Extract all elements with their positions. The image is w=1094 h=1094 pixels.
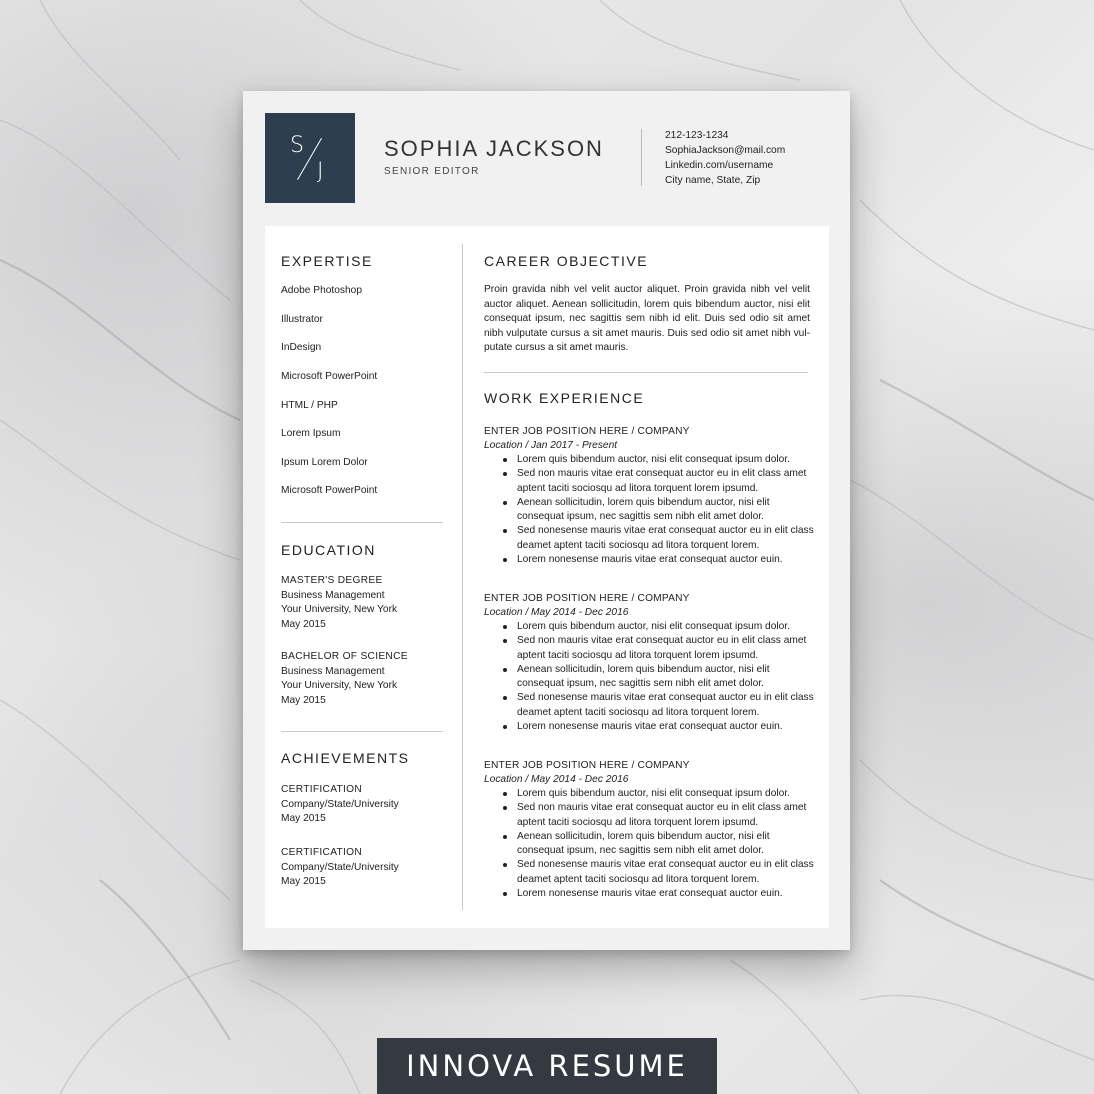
education-field: Business Management xyxy=(281,589,385,601)
objective-heading: CAREER OBJECTIVE xyxy=(484,253,649,269)
education-degree: MASTER'S DEGREE xyxy=(281,575,383,586)
job-bullets xyxy=(484,620,814,734)
expertise-item: InDesign xyxy=(281,342,322,353)
job-bullet: Lorem quis bibendum auctor, nisi elit consequat ipsum dolor. xyxy=(517,453,814,467)
job-bullet: Lorem nonesense mauris vitae erat consequat auctor euin. xyxy=(517,887,814,901)
job-bullet: Sed non mauris vitae erat consequat auctor eu in elit class amet aptent taciti sociosqu ad litora torquent lorem ipsumd. xyxy=(517,801,814,830)
column-divider xyxy=(462,244,463,910)
expertise-item: Microsoft PowerPoint xyxy=(281,371,378,382)
product-banner: INNOVA RESUME xyxy=(377,1038,717,1094)
expertise-item: Microsoft PowerPoint xyxy=(281,485,378,496)
job-bullet: Sed nonesense mauris vitae erat consequat auctor eu in elit class deamet aptent taciti sociosqu ad litora torquent lorem. xyxy=(517,858,814,887)
achievement-entry xyxy=(281,783,399,827)
education-field: Business Management xyxy=(281,665,385,677)
monogram-letter-first: S xyxy=(290,133,304,158)
job-bullet: Sed nonesense mauris vitae erat consequat auctor eu in elit class deamet aptent taciti sociosqu ad litora torquent lorem. xyxy=(517,691,814,720)
contact-linkedin: Linkedin.com/username xyxy=(665,160,774,171)
job-position: ENTER JOB POSITION HERE / COMPANY xyxy=(484,593,690,604)
section-divider xyxy=(281,522,443,523)
education-date: May 2015 xyxy=(281,694,326,706)
job-bullet: Lorem quis bibendum auctor, nisi elit consequat ipsum dolor. xyxy=(517,620,814,634)
achievement-date: May 2015 xyxy=(281,813,326,824)
education-entry xyxy=(281,650,408,708)
monogram-logo xyxy=(265,113,355,203)
objective-text: Proin gravida nibh vel velit auctor aliquet. Proin gravida nibh vel velit auctor aliquet. Aenean sollicitudin, lorem quis bibendum auctor, nisi elit consequat ipsum, nec sagittis sem nibh id elit. Duis sed odio sit amet nibh vulputate cursus a sit amet mauris. Duis sed odio sit amet nibh vul-putate cursus a sit amet mauris. xyxy=(484,284,810,353)
resume-body xyxy=(265,226,829,928)
expertise-item: Adobe Photoshop xyxy=(281,285,363,296)
job-position: ENTER JOB POSITION HERE / COMPANY xyxy=(484,760,690,771)
header-divider xyxy=(641,129,642,186)
education-entry xyxy=(281,574,397,632)
resume-page xyxy=(243,91,850,950)
achievements-heading: ACHIEVEMENTS xyxy=(281,750,410,766)
applicant-name: SOPHIA JACKSON xyxy=(384,136,604,161)
job-position: ENTER JOB POSITION HERE / COMPANY xyxy=(484,426,690,437)
education-heading: EDUCATION xyxy=(281,542,376,558)
expertise-item: Ipsum Lorem Dolor xyxy=(281,457,368,468)
achievement-title: CERTIFICATION xyxy=(281,784,363,795)
job-bullets xyxy=(484,787,814,901)
education-date: May 2015 xyxy=(281,618,326,630)
job-bullets xyxy=(484,453,814,567)
job-bullet: Aenean sollicitudin, lorem quis bibendum auctor, nisi elit consequat ipsum, nec sagittis sem nibh elit amet dolor. xyxy=(517,496,814,525)
contact-email: SophiaJackson@mail.com xyxy=(665,145,786,156)
job-location: Location / May 2014 - Dec 2016 xyxy=(484,774,629,785)
contact-address: City name, State, Zip xyxy=(665,175,761,186)
education-degree: BACHELOR OF SCIENCE xyxy=(281,651,408,662)
contact-block xyxy=(665,128,785,188)
job-bullet: Aenean sollicitudin, lorem quis bibendum auctor, nisi elit consequat ipsum, nec sagittis sem nibh elit amet dolor. xyxy=(517,830,814,859)
job-location: Location / May 2014 - Dec 2016 xyxy=(484,607,629,618)
expertise-item: Illustrator xyxy=(281,314,323,325)
job-location: Location / Jan 2017 - Present xyxy=(484,440,618,451)
achievement-title: CERTIFICATION xyxy=(281,847,363,858)
job-bullet: Sed non mauris vitae erat consequat auctor eu in elit class amet aptent taciti sociosqu ad litora torquent lorem ipsumd. xyxy=(517,634,814,663)
expertise-item: HTML / PHP xyxy=(281,400,338,411)
job-bullet: Lorem nonesense mauris vitae erat consequat auctor euin. xyxy=(517,720,814,734)
job-bullet: Sed non mauris vitae erat consequat auctor eu in elit class amet aptent taciti sociosqu ad litora torquent lorem ipsumd. xyxy=(517,467,814,496)
section-divider xyxy=(484,372,808,373)
education-school: Your University, New York xyxy=(281,604,398,615)
achievement-date: May 2015 xyxy=(281,876,326,887)
job-entry xyxy=(484,592,814,734)
experience-heading: WORK EXPERIENCE xyxy=(484,390,645,406)
job-bullet: Sed nonesense mauris vitae erat consequat auctor eu in elit class deamet aptent taciti sociosqu ad litora torquent lorem. xyxy=(517,524,814,553)
achievement-org: Company/State/University xyxy=(281,798,399,810)
expertise-item: Lorem Ipsum xyxy=(281,428,341,439)
education-school: Your University, New York xyxy=(281,680,398,691)
expertise-heading: EXPERTISE xyxy=(281,253,373,269)
applicant-title: SENIOR EDITOR xyxy=(384,166,480,177)
job-entry xyxy=(484,759,814,901)
monogram-letter-last: J xyxy=(317,159,324,184)
job-bullet: Aenean sollicitudin, lorem quis bibendum auctor, nisi elit consequat ipsum, nec sagittis sem nibh elit amet dolor. xyxy=(517,663,814,692)
achievement-entry xyxy=(281,846,399,890)
section-divider xyxy=(281,731,443,732)
job-bullet: Lorem nonesense mauris vitae erat consequat auctor euin. xyxy=(517,553,814,567)
job-bullet: Lorem quis bibendum auctor, nisi elit consequat ipsum dolor. xyxy=(517,787,814,801)
job-entry xyxy=(484,425,814,567)
achievement-org: Company/State/University xyxy=(281,861,399,873)
contact-phone: 212-123-1234 xyxy=(665,130,729,141)
